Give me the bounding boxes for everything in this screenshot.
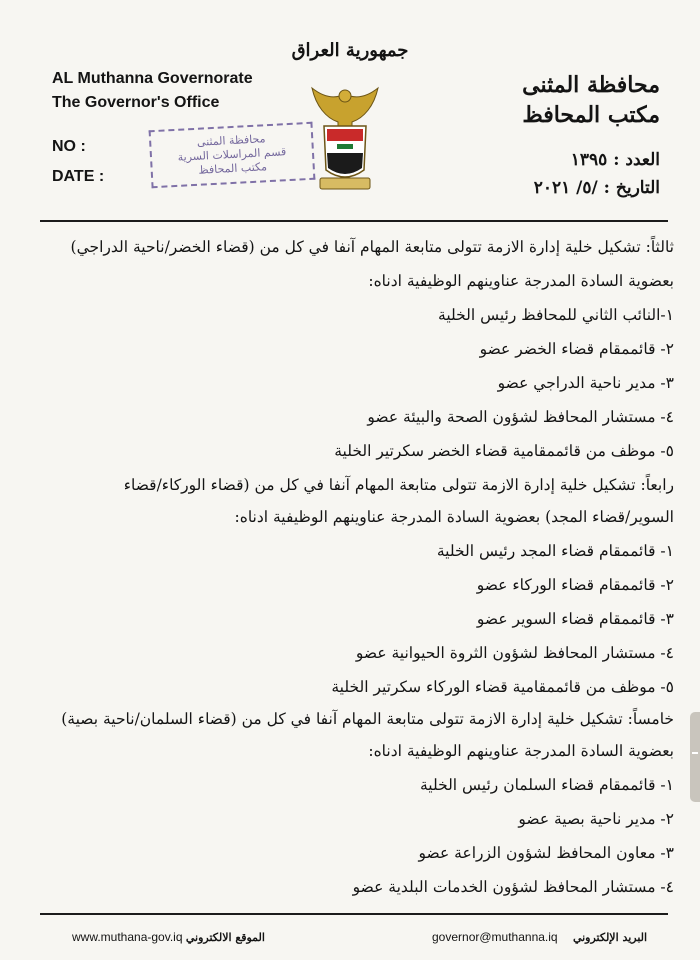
body-line: ٥- موظف من قائممقامية قضاء الخضر سكرتير الخلية [334, 442, 674, 460]
date-label-english: DATE : [52, 168, 105, 185]
body-line: ٤- مستشار المحافظ لشؤون الثروة الحيوانية عضو [355, 644, 674, 662]
governorate-english: AL Muthanna Governorate [52, 70, 253, 87]
website-link[interactable]: www.muthana-gov.iq [72, 930, 183, 944]
email-footer [432, 930, 647, 944]
body-line: بعضوية السادة المدرجة عناوينهم الوظيفية ادناه: [368, 742, 674, 760]
office-arabic: مكتب المحافظ [522, 102, 660, 128]
body-line: خامساً: تشكيل خلية إدارة الازمة تتولى متابعة المهام آنفا في كل من (قضاء السلمان/ناحية بصية) [61, 710, 674, 728]
office-stamp [149, 122, 316, 189]
body-line: ٣- معاون المحافظ لشؤون الزراعة عضو [418, 844, 674, 862]
footer-divider [40, 913, 668, 915]
stamp-line: محافظة المثنى [196, 132, 266, 149]
iraq-eagle-emblem-icon [308, 84, 382, 192]
body-line: السوير/قضاء المجد) بعضوية السادة المدرجة عناوينهم الوظيفية ادناه: [234, 508, 674, 526]
body-line: ٣- قائممقام قضاء السوير عضو [476, 610, 674, 628]
office-english: The Governor's Office [52, 94, 220, 111]
body-line: رابعاً: تشكيل خلية إدارة الازمة تتولى متابعة المهام آنفا في كل من (قضاء الوركاء/قضاء [123, 476, 674, 494]
body-line: ثالثاً: تشكيل خلية إدارة الازمة تتولى متابعة المهام آنفا في كل من (قضاء الخضر/ناحية الدراجي) [70, 238, 674, 256]
body-line: ٤- مستشار المحافظ لشؤون الصحة والبيئة عضو [367, 408, 674, 426]
tab-grip-icon [692, 752, 698, 754]
header-divider [40, 220, 668, 222]
number-label-english: NO : [52, 138, 86, 155]
body-line: ١- قائممقام قضاء السلمان رئيس الخلية [419, 776, 674, 794]
body-line: ٢- قائممقام قضاء الوركاء عضو [476, 576, 674, 594]
document-date: التاريخ : /٥/ ٢٠٢١ [533, 178, 660, 198]
body-line: ٥- موظف من قائممقامية قضاء الوركاء سكرتير الخلية [331, 678, 674, 696]
body-line: بعضوية السادة المدرجة عناوينهم الوظيفية ادناه: [368, 272, 674, 290]
body-line: ٤- مستشار المحافظ لشؤون الخدمات البلدية عضو [352, 878, 674, 896]
website-footer [72, 930, 265, 944]
stamp-line: قسم المراسلات السرية [177, 145, 287, 164]
body-line: ٣- مدير ناحية الدراجي عضو [497, 374, 674, 392]
governorate-arabic: محافظة المثنى [522, 72, 660, 98]
document-number: العدد : ١٣٩٥ [570, 150, 660, 170]
country-heading: جمهورية العراق [291, 40, 409, 61]
email-label: البريد الإلكتروني [572, 931, 648, 944]
body-line: ١-النائب الثاني للمحافظ رئيس الخلية [438, 306, 674, 324]
email-link[interactable]: governor@muthanna.iq [432, 930, 558, 944]
body-line: ٢- قائممقام قضاء الخضر عضو [479, 340, 674, 358]
stamp-line: مكتب المحافظ [198, 160, 268, 177]
body-line: ١- قائممقام قضاء المجد رئيس الخلية [436, 542, 674, 560]
side-scroll-tab[interactable] [690, 712, 700, 802]
website-label: الموقع الالكتروني [185, 931, 265, 944]
body-line: ٢- مدير ناحية بصية عضو [518, 810, 674, 828]
